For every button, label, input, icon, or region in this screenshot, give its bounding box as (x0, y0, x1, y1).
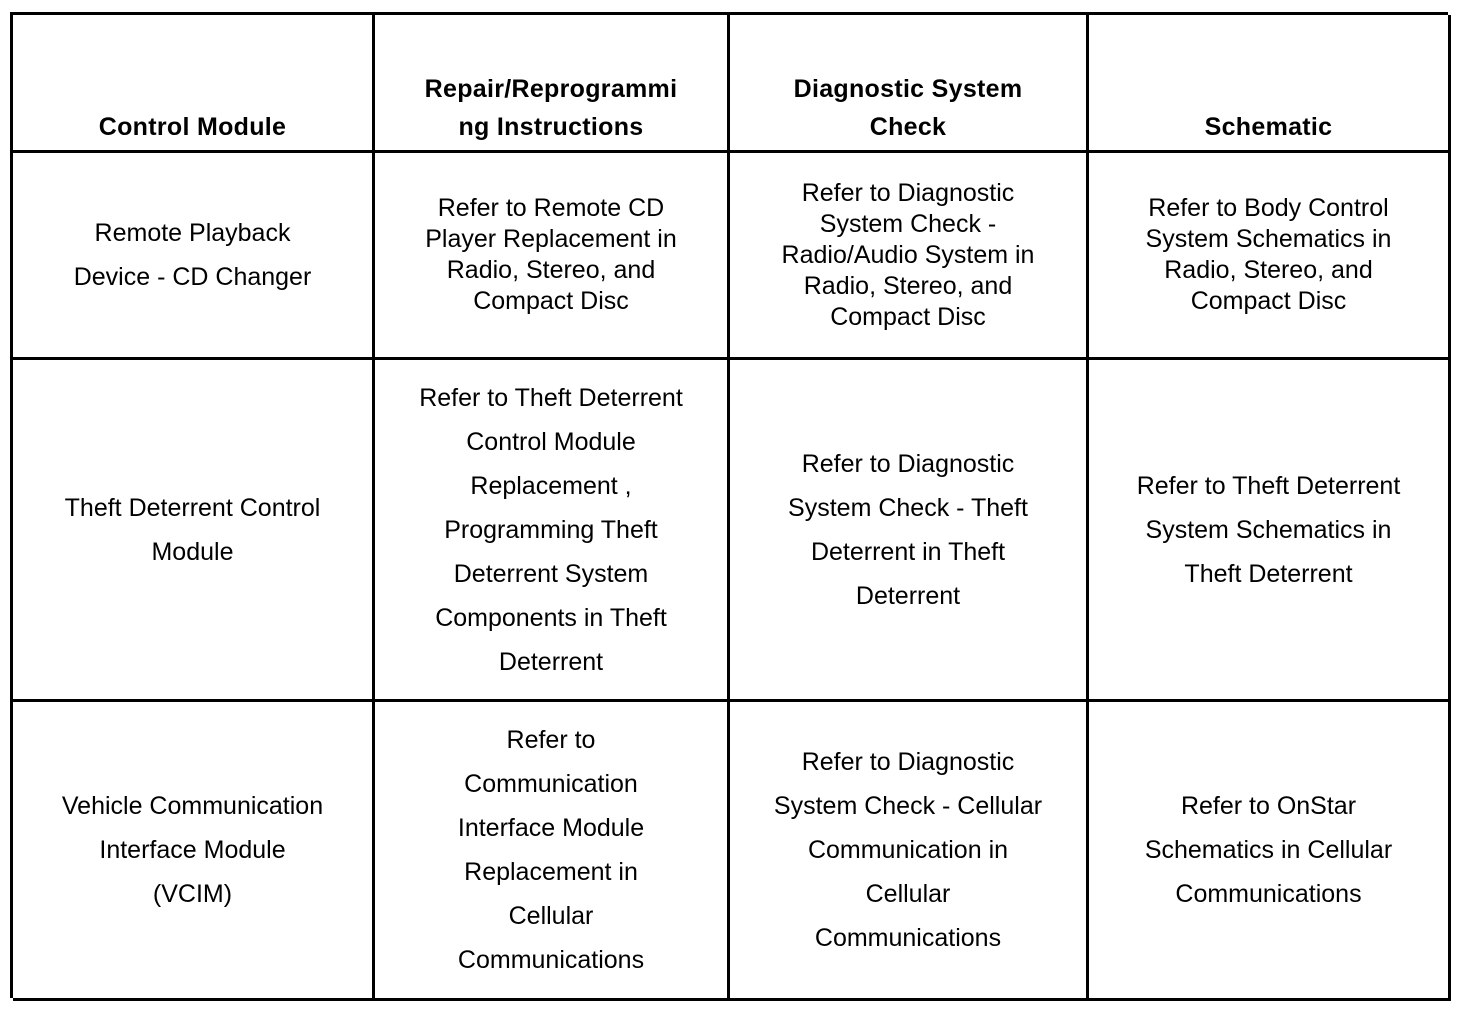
row-2-repair-instructions: Refer to Theft Deterrent Control Module Replacement , Programming Theft Deterrent System Components in Theft Deterrent (375, 360, 730, 702)
row-2-control-module: Theft Deterrent Control Module (13, 360, 375, 702)
row-1-schematic: Refer to Body Control System Schematics in Radio, Stereo, and Compact Disc (1089, 153, 1451, 360)
header-diagnostic-system-check: Diagnostic System Check (730, 15, 1089, 153)
row-2-diagnostic-system-check: Refer to Diagnostic System Check - Theft Deterrent in Theft Deterrent (730, 360, 1089, 702)
row-2-schematic: Refer to Theft Deterrent System Schematics in Theft Deterrent (1089, 360, 1451, 702)
header-control-module: Control Module (13, 15, 375, 153)
row-3-diagnostic-system-check: Refer to Diagnostic System Check - Cellular Communication in Cellular Communications (730, 702, 1089, 1001)
header-schematic: Schematic (1089, 15, 1451, 153)
row-3-control-module: Vehicle Communication Interface Module (VCIM) (13, 702, 375, 1001)
row-1-diagnostic-system-check: Refer to Diagnostic System Check - Radio/Audio System in Radio, Stereo, and Compact Disc (730, 153, 1089, 360)
row-1-repair-instructions: Refer to Remote CD Player Replacement in Radio, Stereo, and Compact Disc (375, 153, 730, 360)
row-3-repair-instructions: Refer to Communication Interface Module Replacement in Cellular Communications (375, 702, 730, 1001)
control-module-table (10, 12, 1448, 998)
row-1-control-module: Remote Playback Device - CD Changer (13, 153, 375, 360)
row-3-schematic: Refer to OnStar Schematics in Cellular Communications (1089, 702, 1451, 1001)
header-repair-instructions: Repair/Reprogrammi ng Instructions (375, 15, 730, 153)
